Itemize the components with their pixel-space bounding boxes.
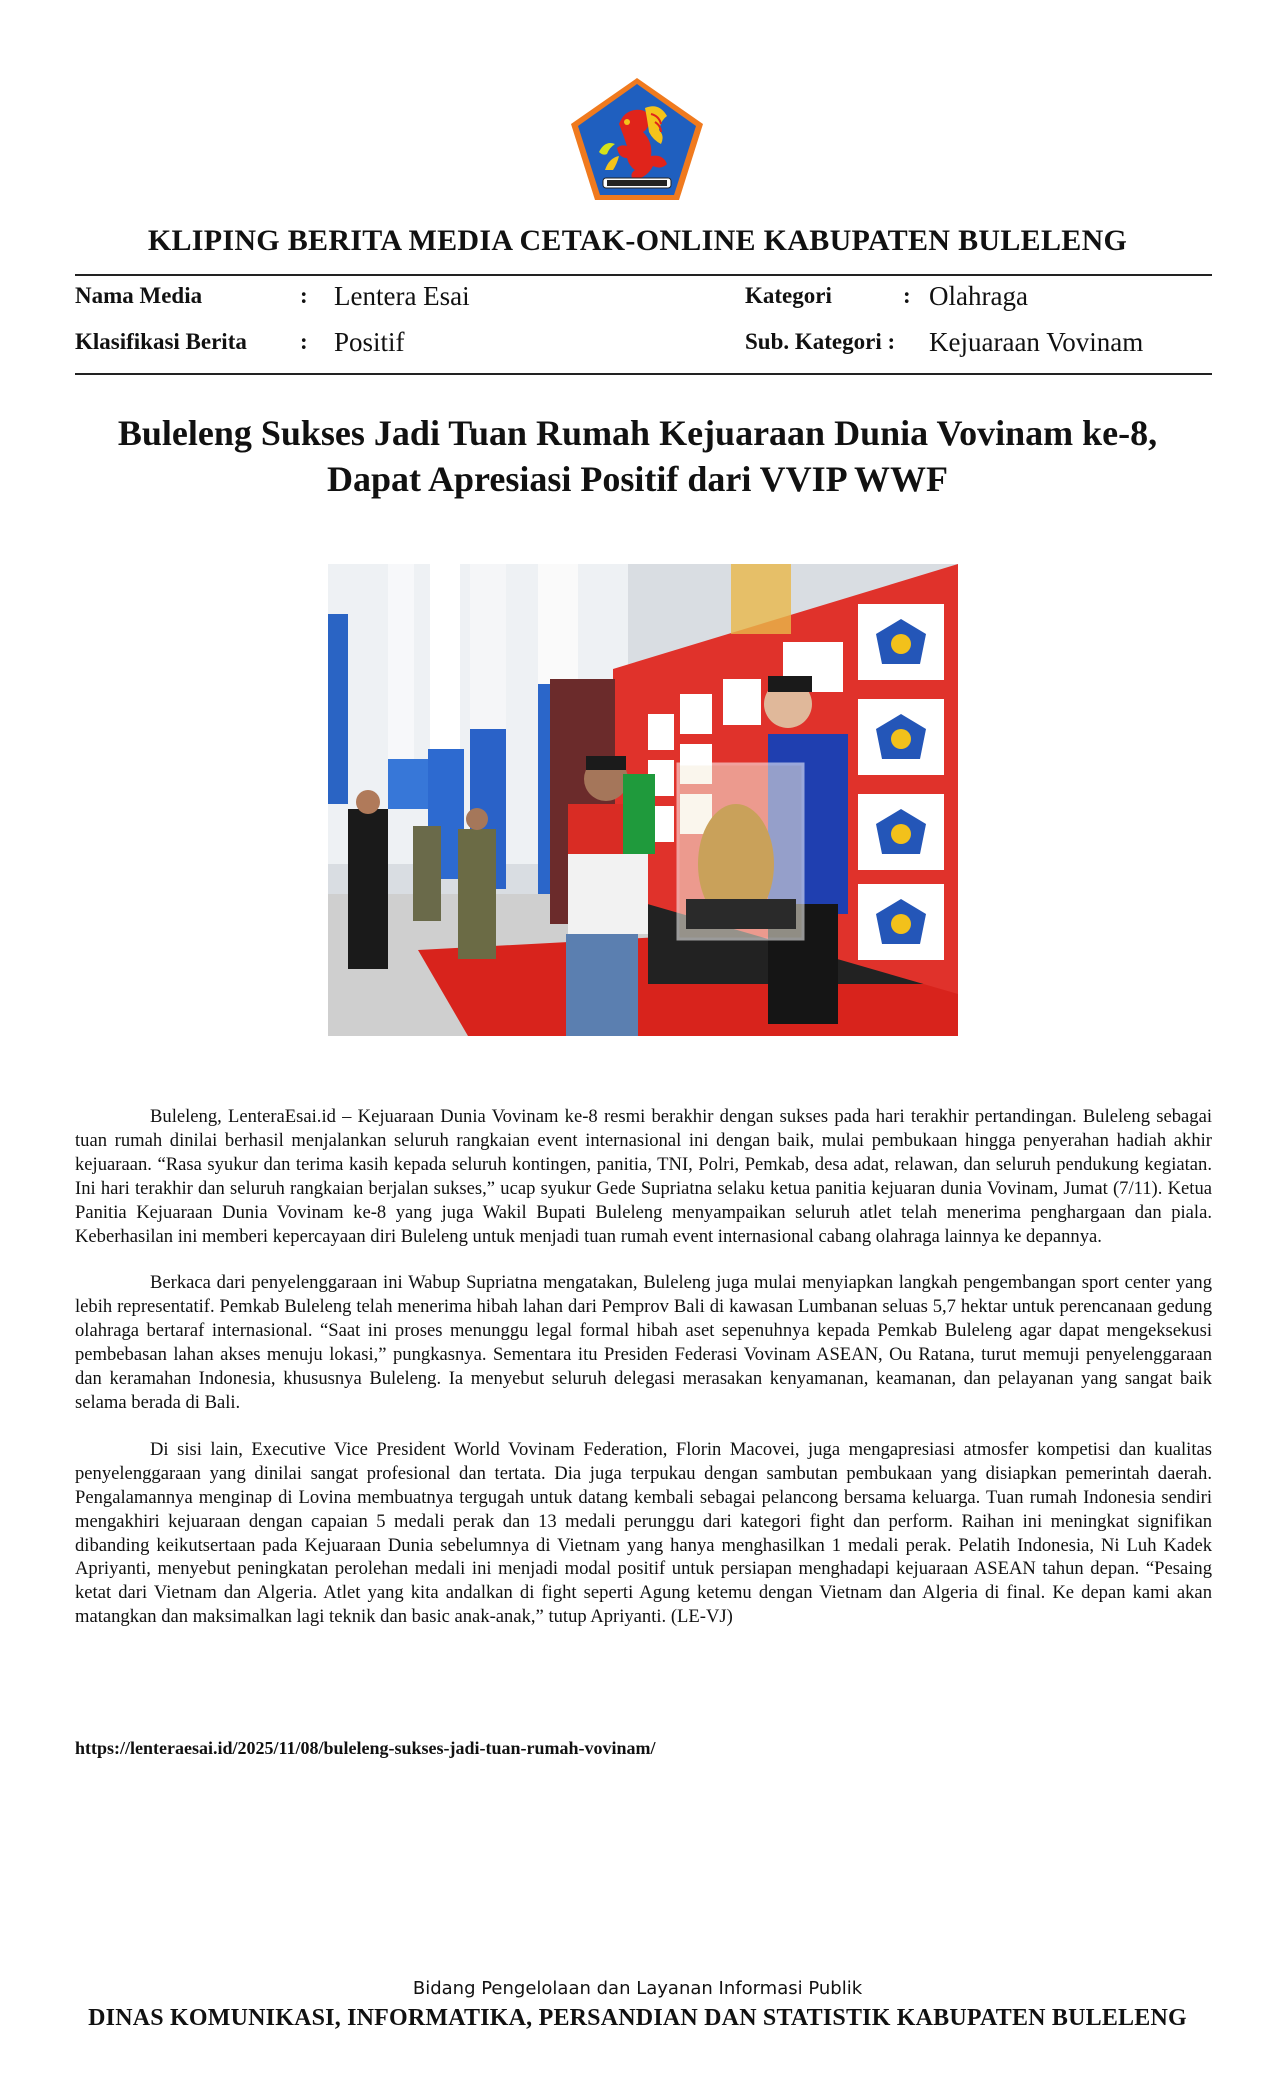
- sub-kategori-label: Sub. Kategori :: [745, 329, 896, 354]
- header-divider-top: [75, 274, 1212, 276]
- headline-line-1: Buleleng Sukses Jadi Tuan Rumah Kejuaraan Dunia Vovinam ke-8,: [117, 413, 1158, 453]
- footer-agency: DINAS KOMUNIKASI, INFORMATIKA, PERSANDIAN DAN STATISTIK KABUPATEN BULELENG: [88, 2005, 1187, 2031]
- klasifikasi-value: Positif: [334, 327, 405, 357]
- article-paragraph: Buleleng, LenteraEsai.id – Kejuaraan Dunia Vovinam ke-8 resmi berakhir dengan sukses pada hari terakhir pertandingan. Buleleng sebagai tuan rumah dinilai berhasil menjalankan seluruh rangkaian event internasional ini dengan baik, mulai pembukaan hingga penyerahan hadiah akhir kejuaraan. “Rasa syukur dan terima kasih kepada seluruh kontingen, panitia, TNI, Polri, Pemkab, desa adat, relawan, dan seluruh pendukung kegiatan. Ini hari terakhir dan seluruh rangkaian berjalan sukses,” ucap syukur Gede Supriatna selaku ketua panitia kejuaran dunia Vovinam, Jumat (7/11). Ketua Panitia Kejuaraan Dunia Vovinam ke-8 yang juga Wakil Bupati Buleleng menyampaikan seluruh atlet telah menerima penghargaan dan piala. Keberhasilan ini memberi kepercayaan diri Buleleng untuk menjadi tuan rumah event internasional cabang olahraga lainnya ke depannya.: [75, 1106, 1212, 1247]
- coat-of-arms-icon: [567, 74, 707, 204]
- kategori-colon: :: [903, 283, 911, 308]
- header-divider-bottom: [75, 373, 1212, 375]
- article-paragraph: Di sisi lain, Executive Vice President World Vovinam Federation, Florin Macovei, juga mengapresiasi atmosfer kompetisi dan kualitas penyelenggaraan yang dinilai sangat profesional dan tertata. Dia juga terpukau dengan sambutan pembukaan yang disiapkan pemerintah daerah. Pengalamannya menginap di Lovina membuatnya tergugah untuk datang kembali sebagai pelancong bersama keluarga. Tuan rumah Indonesia sendiri mengakhiri kejuaraan dengan capaian 5 medali perak dan 13 medali perunggu dari kategori fight dan perform. Raihan ini meningkat signifikan dibanding keikutsertaan pada Kejuaraan Dunia sebelumnya di Vietnam yang hanya menghasilkan 1 medali perak. Pelatih Indonesia, Ni Luh Kadek Apriyanti, menyebut peningkatan perolehan medali ini menjadi modal positif untuk persiapan menghadapi kejuaraan ASEAN tahun depan. “Pesaing ketat dari Vietnam dan Algeria. Atlet yang kita andalkan di fight seperti Agung ketemu dengan Vietnam dan Algeria di final. Ke depan kami akan matangkan dan maksimalkan lagi teknik dan basic anak-anak,” tutup Apriyanti. (LE-VJ): [75, 1438, 1212, 1628]
- nama-media-value: Lentera Esai: [334, 281, 470, 311]
- kategori-label: Kategori: [745, 283, 832, 308]
- source-url-link[interactable]: https://lenteraesai.id/2025/11/08/buleleng-sukses-jadi-tuan-rumah-vovinam/: [75, 1738, 656, 1758]
- document-title: KLIPING BERITA MEDIA CETAK-ONLINE KABUPATEN BULELENG: [147, 224, 1128, 257]
- article-body: [75, 1105, 1212, 1652]
- footer-department: Bidang Pengelolaan dan Layanan Informasi Publik: [412, 1978, 863, 1999]
- article-headline: [0, 410, 1275, 502]
- klasifikasi-label: Klasifikasi Berita: [75, 329, 247, 354]
- buleleng-logo: [567, 74, 707, 204]
- kategori-value: Olahraga: [929, 281, 1028, 311]
- article-paragraph: Berkaca dari penyelenggaraan ini Wabup Supriatna mengatakan, Buleleng juga mulai menyiapkan langkah pengembangan sport center yang lebih representatif. Pemkab Buleleng telah menerima hibah lahan dari Pemprov Bali di kawasan Lumbanan seluas 5,7 hektar untuk perencanaan gedung olahraga bertaraf internasional. “Saat ini proses menunggu legal formal hibah aset sepenuhnya kepada Pemkab Buleleng agar dapat mengeksekusi pembebasan lahan akses menuju lokasi,” pungkasnya. Sementara itu Presiden Federasi Vovinam ASEAN, Ou Ratana, turut memuji penyelenggaraan dan keramahan Indonesia, khususnya Buleleng. Ia menyebut seluruh delegasi merasakan kenyamanan, keamanan, dan pelayanan yang sangat baik selama berada di Bali.: [75, 1272, 1212, 1413]
- nama-media-label: Nama Media: [75, 283, 203, 308]
- photo-illustration: [328, 564, 958, 1036]
- headline-line-2: Dapat Apresiasi Positif dari VVIP WWF: [326, 459, 949, 499]
- klasifikasi-colon: :: [300, 329, 308, 354]
- sub-kategori-value: Kejuaraan Vovinam: [929, 327, 1144, 357]
- nama-media-colon: :: [300, 283, 308, 308]
- article-photo: [328, 564, 958, 1036]
